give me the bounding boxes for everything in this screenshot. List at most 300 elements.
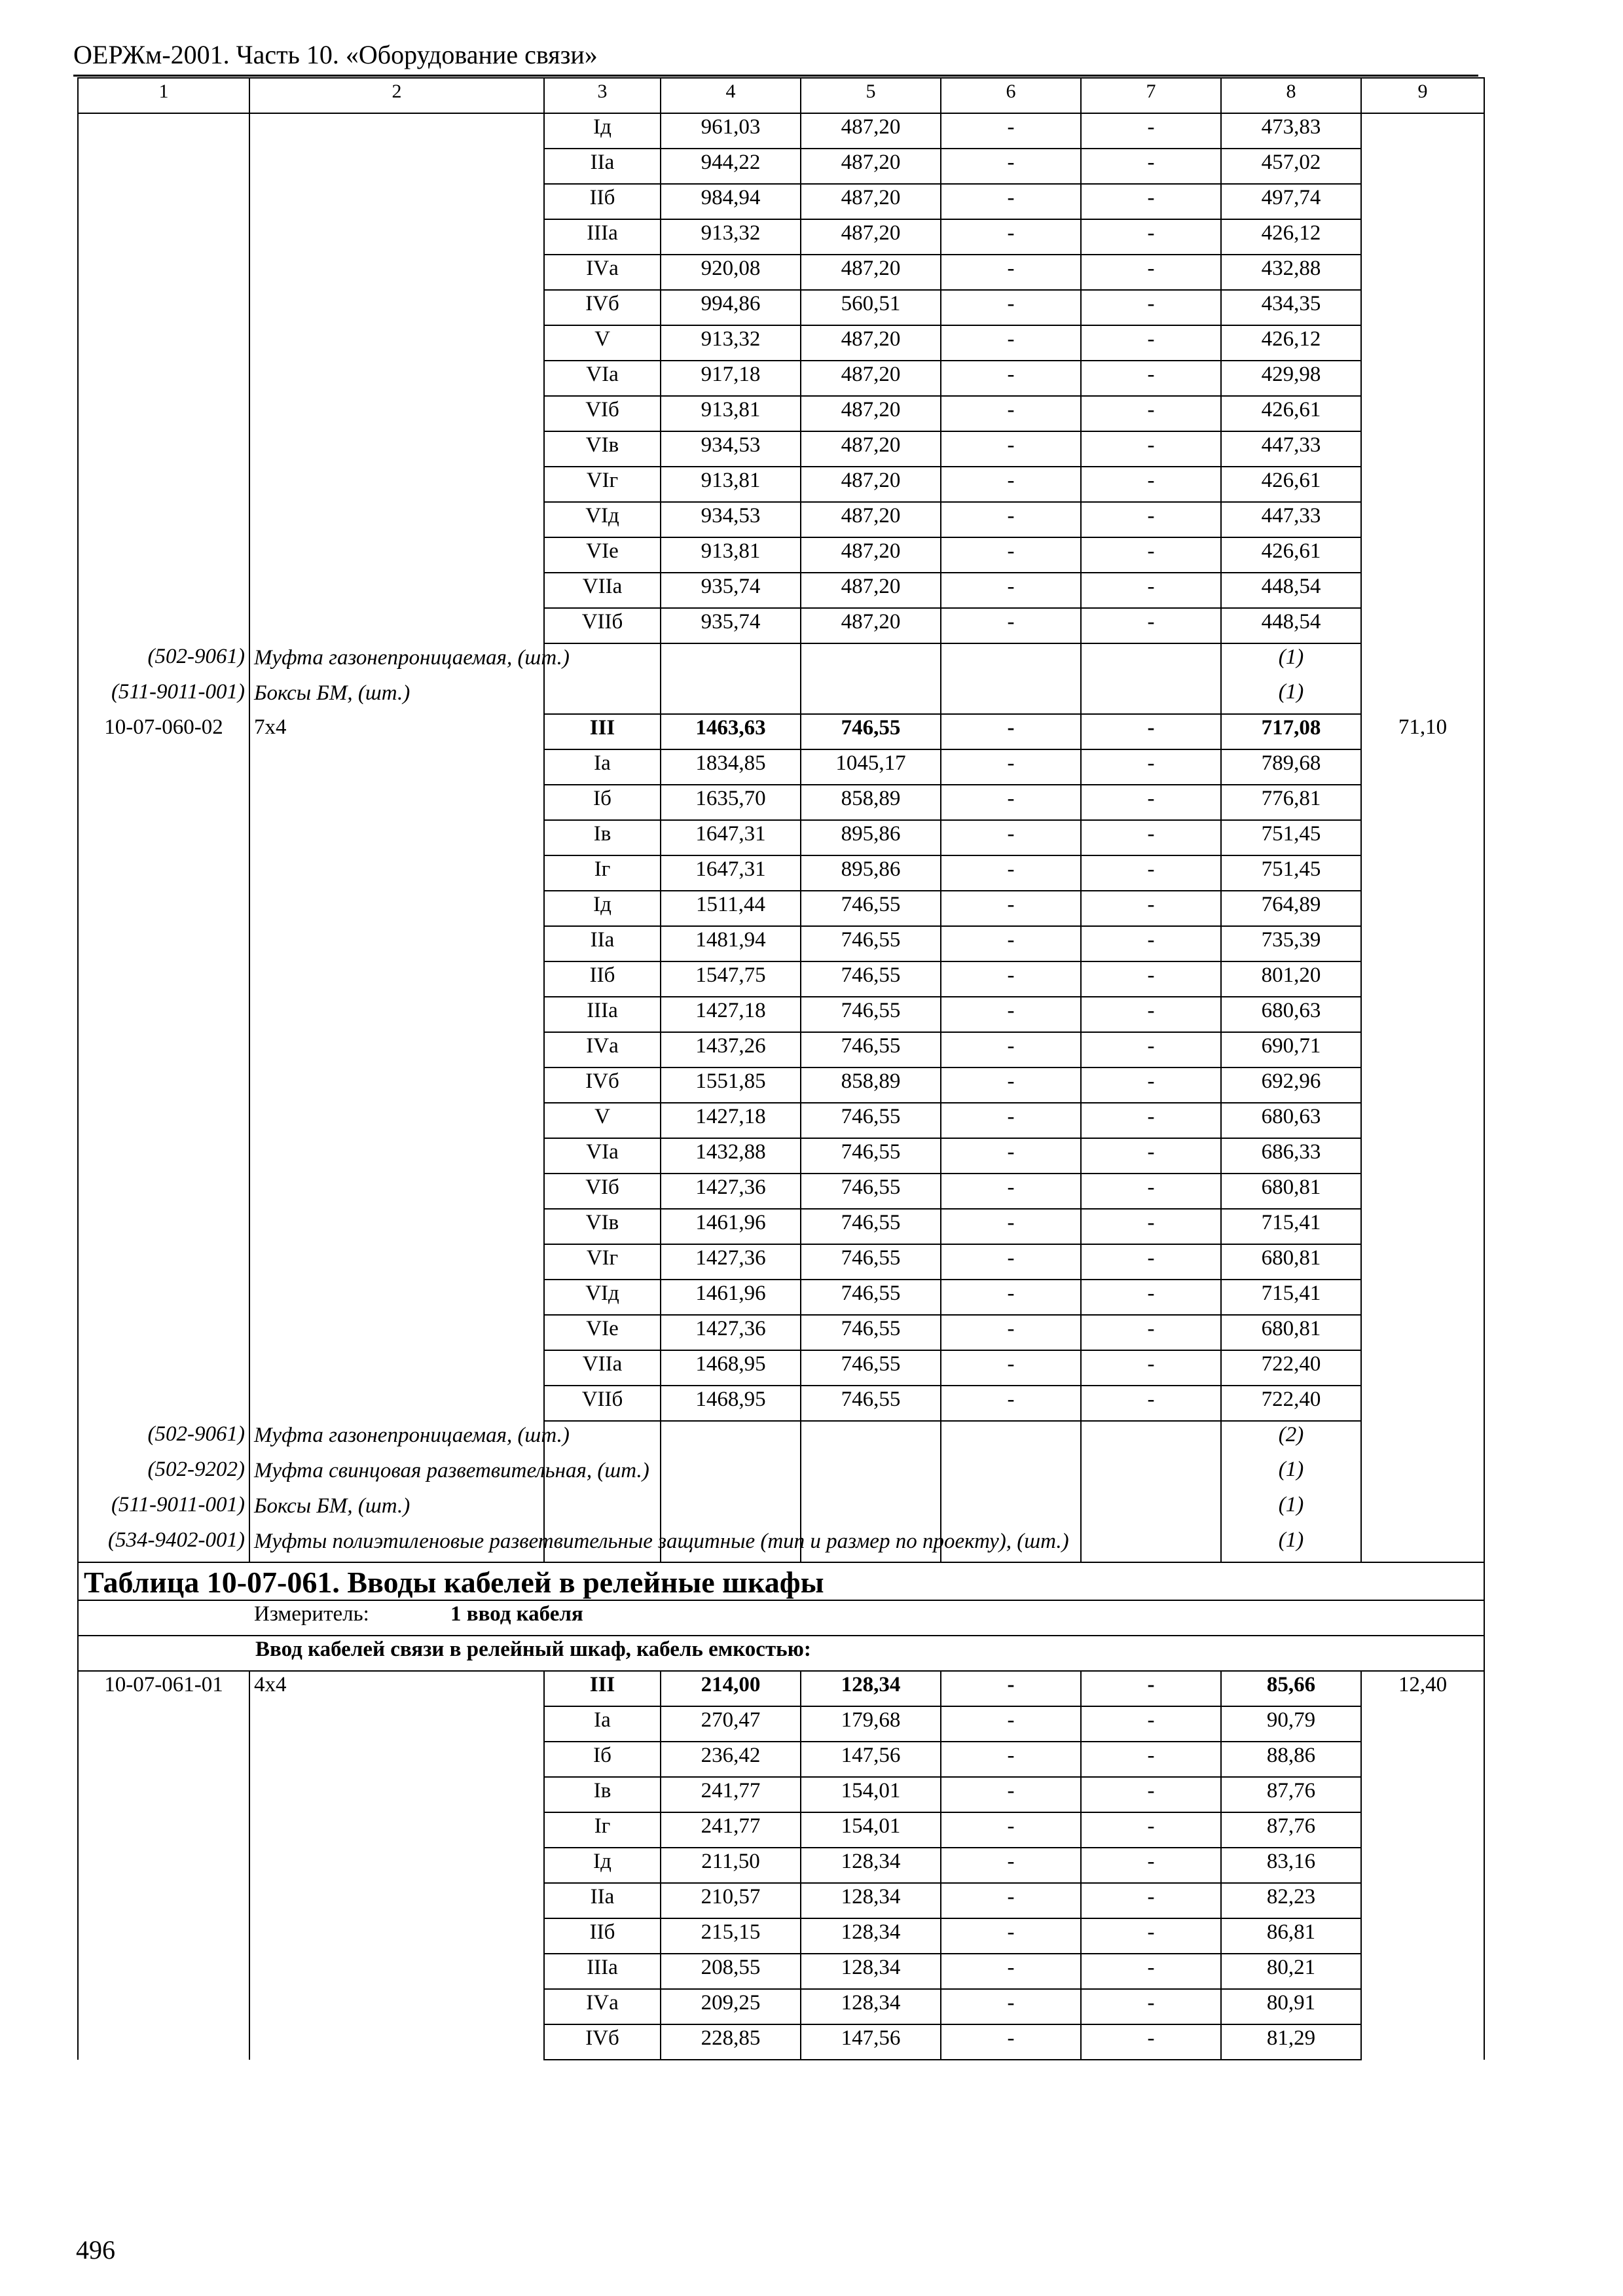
cell-labor (1361, 749, 1484, 785)
cell-driver-wages: - (1081, 961, 1221, 997)
cell-machines: - (941, 1315, 1081, 1350)
cell-wages: 487,20 (801, 431, 941, 467)
cell-code (78, 1954, 249, 1989)
cell-zone: IIIа (544, 219, 661, 255)
cell-machines: - (941, 785, 1081, 820)
table-row (78, 820, 1484, 855)
meter-value: 1 ввод кабеля (450, 1602, 583, 1626)
cell-labor (1361, 1244, 1484, 1280)
cell-labor: 12,40 (1361, 1671, 1484, 1706)
cell-materials: 80,21 (1221, 1954, 1361, 1989)
cell-driver-wages: - (1081, 1209, 1221, 1244)
cell-materials: 83,16 (1221, 1848, 1361, 1883)
cell-labor (1361, 1918, 1484, 1954)
cell-labor (1361, 820, 1484, 855)
table-row (78, 891, 1484, 926)
cell-code (78, 467, 249, 502)
cell-total: 241,77 (661, 1812, 801, 1848)
empty-cell (801, 679, 941, 714)
table-row (78, 1032, 1484, 1067)
note-qty: (1) (1221, 1527, 1361, 1562)
cell-machines: - (941, 1742, 1081, 1777)
cell-name (249, 290, 544, 325)
page-number: 496 (76, 2235, 115, 2265)
cell-code (78, 290, 249, 325)
empty-cell (1361, 643, 1484, 679)
cell-materials: 82,23 (1221, 1883, 1361, 1918)
cell-total: 1511,44 (661, 891, 801, 926)
cell-materials: 801,20 (1221, 961, 1361, 997)
cell-zone: IVа (544, 255, 661, 290)
cell-labor (1361, 255, 1484, 290)
cell-materials: 88,86 (1221, 1742, 1361, 1777)
cell-code (78, 1244, 249, 1280)
table-row (78, 361, 1484, 396)
cell-name (249, 1209, 544, 1244)
column-number: 1 (78, 78, 249, 113)
cell-wages: 147,56 (801, 1742, 941, 1777)
cell-driver-wages: - (1081, 1386, 1221, 1421)
subheading-row (78, 1636, 1484, 1671)
cell-wages: 154,01 (801, 1812, 941, 1848)
cell-code (78, 785, 249, 820)
table-row (78, 1671, 1484, 1706)
cell-driver-wages: - (1081, 1280, 1221, 1315)
table-row (78, 1777, 1484, 1812)
table-row (78, 149, 1484, 184)
page-title: ОЕРЖм-2001. Часть 10. «Оборудование связи» (73, 40, 598, 69)
cell-labor (1361, 1032, 1484, 1067)
note-text: Муфта газонепроницаемая, (шт.) (249, 643, 544, 679)
cell-labor (1361, 997, 1484, 1032)
cell-wages: 895,86 (801, 855, 941, 891)
empty-cell (941, 643, 1081, 679)
table-row (78, 1812, 1484, 1848)
cell-code (78, 573, 249, 608)
cell-wages: 746,55 (801, 1315, 941, 1350)
cell-code (78, 1386, 249, 1421)
cell-zone: IIб (544, 961, 661, 997)
note-code: (511-9011-001) (78, 1492, 249, 1527)
cell-wages: 746,55 (801, 891, 941, 926)
cell-code (78, 855, 249, 891)
cell-driver-wages: - (1081, 219, 1221, 255)
cell-driver-wages: - (1081, 290, 1221, 325)
cell-code (78, 219, 249, 255)
cell-labor (1361, 149, 1484, 184)
cell-labor (1361, 431, 1484, 467)
cell-total: 920,08 (661, 255, 801, 290)
cell-materials: 426,61 (1221, 396, 1361, 431)
cell-total: 913,32 (661, 325, 801, 361)
empty-cell (941, 1492, 1081, 1527)
cell-labor (1361, 1315, 1484, 1350)
cell-labor (1361, 785, 1484, 820)
cell-wages: 487,20 (801, 467, 941, 502)
cell-zone: Iв (544, 1777, 661, 1812)
column-number: 3 (544, 78, 661, 113)
empty-cell (801, 1492, 941, 1527)
cell-code (78, 997, 249, 1032)
cell-zone: Iг (544, 855, 661, 891)
cell-driver-wages: - (1081, 113, 1221, 149)
cell-code (78, 608, 249, 643)
cell-total: 1427,18 (661, 1103, 801, 1138)
cell-zone: IIIа (544, 997, 661, 1032)
cell-driver-wages: - (1081, 1848, 1221, 1883)
cell-driver-wages: - (1081, 714, 1221, 749)
empty-cell (1361, 1492, 1484, 1527)
cell-wages: 895,86 (801, 820, 941, 855)
page-header (73, 37, 1478, 77)
cell-materials: 764,89 (1221, 891, 1361, 926)
cell-labor (1361, 2024, 1484, 2060)
cell-materials: 87,76 (1221, 1777, 1361, 1812)
cell-materials: 432,88 (1221, 255, 1361, 290)
cell-labor (1361, 573, 1484, 608)
cell-total: 208,55 (661, 1954, 801, 1989)
cell-total: 944,22 (661, 149, 801, 184)
cell-driver-wages: - (1081, 855, 1221, 891)
cell-zone: V (544, 1103, 661, 1138)
table-row (78, 1315, 1484, 1350)
cell-total: 215,15 (661, 1918, 801, 1954)
table-row (78, 926, 1484, 961)
cell-materials: 86,81 (1221, 1918, 1361, 1954)
cell-zone: VIб (544, 396, 661, 431)
cell-materials: 722,40 (1221, 1386, 1361, 1421)
cell-machines: - (941, 714, 1081, 749)
table-row (78, 608, 1484, 643)
cell-name (249, 608, 544, 643)
cell-name (249, 855, 544, 891)
cell-labor (1361, 1138, 1484, 1174)
column-number: 7 (1081, 78, 1221, 113)
cell-wages: 179,68 (801, 1706, 941, 1742)
cell-zone: IIа (544, 926, 661, 961)
cell-code (78, 1706, 249, 1742)
cell-total: 209,25 (661, 1989, 801, 2024)
cell-name (249, 749, 544, 785)
cell-materials: 497,74 (1221, 184, 1361, 219)
cell-total: 984,94 (661, 184, 801, 219)
cell-name: 7x4 (249, 714, 544, 749)
cell-total: 211,50 (661, 1848, 801, 1883)
cell-machines: - (941, 855, 1081, 891)
material-note-row (78, 1421, 1484, 1456)
table-row (78, 502, 1484, 537)
cell-zone: VIд (544, 1280, 661, 1315)
cell-name (249, 1848, 544, 1883)
cell-zone: VIг (544, 467, 661, 502)
cell-materials: 426,61 (1221, 467, 1361, 502)
cell-machines: - (941, 290, 1081, 325)
table-row (78, 997, 1484, 1032)
cell-total: 270,47 (661, 1706, 801, 1742)
cell-materials: 751,45 (1221, 820, 1361, 855)
cell-name (249, 1174, 544, 1209)
cell-labor (1361, 1883, 1484, 1918)
table-row (78, 1989, 1484, 2024)
cell-zone: Iд (544, 891, 661, 926)
note-text: Муфты полиэтиленовые разветвительные защитные (тип и размер по проекту), (шт.) (249, 1527, 544, 1562)
cell-wages: 128,34 (801, 1989, 941, 2024)
cell-driver-wages: - (1081, 997, 1221, 1032)
cell-labor (1361, 1954, 1484, 1989)
cell-name (249, 1883, 544, 1918)
cell-machines: - (941, 1174, 1081, 1209)
cell-code (78, 1032, 249, 1067)
cell-code (78, 1918, 249, 1954)
cell-zone: VIа (544, 361, 661, 396)
cell-materials: 680,63 (1221, 1103, 1361, 1138)
subheading: Ввод кабелей связи в релейный шкаф, кабель емкостью: (78, 1636, 1484, 1671)
cell-wages: 560,51 (801, 290, 941, 325)
cell-labor (1361, 1386, 1484, 1421)
cell-code (78, 502, 249, 537)
cell-code (78, 1777, 249, 1812)
cell-code (78, 820, 249, 855)
cell-total: 214,00 (661, 1671, 801, 1706)
cell-name (249, 219, 544, 255)
note-text: Муфта газонепроницаемая, (шт.) (249, 1421, 544, 1456)
cell-driver-wages: - (1081, 1777, 1221, 1812)
cell-labor (1361, 1777, 1484, 1812)
cell-code: 10-07-061-01 (78, 1671, 249, 1706)
note-qty: (1) (1221, 1492, 1361, 1527)
cell-name: 4x4 (249, 1671, 544, 1706)
cell-name (249, 1103, 544, 1138)
note-qty: (1) (1221, 679, 1361, 714)
cell-labor (1361, 184, 1484, 219)
note-code: (502-9061) (78, 1421, 249, 1456)
cell-name (249, 1280, 544, 1315)
cell-materials: 690,71 (1221, 1032, 1361, 1067)
cell-name (249, 431, 544, 467)
cell-materials: 751,45 (1221, 855, 1361, 891)
empty-cell (544, 1492, 661, 1527)
cell-total: 1468,95 (661, 1386, 801, 1421)
meter-label: Измеритель: (254, 1602, 369, 1626)
cell-machines: - (941, 396, 1081, 431)
cell-machines: - (941, 1244, 1081, 1280)
cell-machines: - (941, 997, 1081, 1032)
cell-labor (1361, 1209, 1484, 1244)
cell-machines: - (941, 361, 1081, 396)
cell-wages: 147,56 (801, 2024, 941, 2060)
cell-labor (1361, 1174, 1484, 1209)
cell-zone: Iд (544, 113, 661, 149)
cell-driver-wages: - (1081, 396, 1221, 431)
cell-driver-wages: - (1081, 537, 1221, 573)
cell-zone: III (544, 714, 661, 749)
cell-driver-wages: - (1081, 573, 1221, 608)
cell-materials: 426,12 (1221, 219, 1361, 255)
cell-driver-wages: - (1081, 431, 1221, 467)
cell-wages: 487,20 (801, 113, 941, 149)
cell-materials: 680,81 (1221, 1174, 1361, 1209)
cell-total: 1461,96 (661, 1209, 801, 1244)
cell-total: 1481,94 (661, 926, 801, 961)
cell-total: 1427,36 (661, 1174, 801, 1209)
table-row (78, 714, 1484, 749)
cell-driver-wages: - (1081, 1918, 1221, 1954)
cell-materials: 81,29 (1221, 2024, 1361, 2060)
cell-wages: 746,55 (801, 1103, 941, 1138)
cell-materials: 426,12 (1221, 325, 1361, 361)
cell-wages: 1045,17 (801, 749, 941, 785)
cell-zone: VIд (544, 502, 661, 537)
cell-name (249, 255, 544, 290)
cell-code (78, 149, 249, 184)
cell-materials: 776,81 (1221, 785, 1361, 820)
cell-machines: - (941, 1103, 1081, 1138)
cell-total: 1427,36 (661, 1244, 801, 1280)
cell-code (78, 184, 249, 219)
material-note-row (78, 1527, 1484, 1562)
cell-driver-wages: - (1081, 926, 1221, 961)
empty-cell (544, 679, 661, 714)
cell-materials: 680,81 (1221, 1315, 1361, 1350)
cell-code (78, 1103, 249, 1138)
cell-total: 210,57 (661, 1883, 801, 1918)
empty-cell (661, 643, 801, 679)
cell-machines: - (941, 891, 1081, 926)
cell-total: 994,86 (661, 290, 801, 325)
cell-name (249, 1315, 544, 1350)
cell-machines: - (941, 113, 1081, 149)
cell-labor (1361, 608, 1484, 643)
cell-total: 241,77 (661, 1777, 801, 1812)
material-note-row (78, 679, 1484, 714)
cell-name (249, 573, 544, 608)
cell-zone: VIв (544, 1209, 661, 1244)
cell-zone: IIб (544, 184, 661, 219)
cell-total: 917,18 (661, 361, 801, 396)
cell-materials: 434,35 (1221, 290, 1361, 325)
note-code: (502-9061) (78, 643, 249, 679)
table-row (78, 113, 1484, 149)
cell-zone: VIе (544, 537, 661, 573)
cell-labor (1361, 926, 1484, 961)
table-row (78, 1883, 1484, 1918)
cell-wages: 128,34 (801, 1918, 941, 1954)
table-row (78, 855, 1484, 891)
cell-machines: - (941, 926, 1081, 961)
cell-name (249, 502, 544, 537)
cell-machines: - (941, 820, 1081, 855)
cell-total: 1834,85 (661, 749, 801, 785)
cell-total: 1427,36 (661, 1315, 801, 1350)
cell-name (249, 997, 544, 1032)
cell-machines: - (941, 1883, 1081, 1918)
cell-wages: 487,20 (801, 608, 941, 643)
cell-zone: VIб (544, 1174, 661, 1209)
cell-driver-wages: - (1081, 1244, 1221, 1280)
column-number: 6 (941, 78, 1081, 113)
cell-name (249, 1812, 544, 1848)
cell-code (78, 749, 249, 785)
empty-cell (1361, 1421, 1484, 1456)
cell-name (249, 396, 544, 431)
cell-machines: - (941, 502, 1081, 537)
cell-code (78, 1138, 249, 1174)
cell-machines: - (941, 961, 1081, 997)
table-row (78, 219, 1484, 255)
cell-labor (1361, 1103, 1484, 1138)
cell-code (78, 1848, 249, 1883)
cell-labor (1361, 113, 1484, 149)
cell-zone: Iв (544, 820, 661, 855)
cell-driver-wages: - (1081, 184, 1221, 219)
cell-labor (1361, 1812, 1484, 1848)
table-row (78, 1209, 1484, 1244)
empty-cell (801, 1421, 941, 1456)
cell-name (249, 1067, 544, 1103)
cell-machines: - (941, 149, 1081, 184)
table-row (78, 1174, 1484, 1209)
table-row (78, 1386, 1484, 1421)
column-number: 2 (249, 78, 544, 113)
empty-cell (1081, 1456, 1221, 1492)
cell-zone: VIг (544, 1244, 661, 1280)
cell-wages: 746,55 (801, 1244, 941, 1280)
cell-machines: - (941, 608, 1081, 643)
cell-name (249, 1244, 544, 1280)
table-row (78, 1280, 1484, 1315)
material-note-row (78, 1492, 1484, 1527)
cell-labor (1361, 1706, 1484, 1742)
cell-total: 934,53 (661, 431, 801, 467)
note-text: Боксы БМ, (шт.) (249, 1492, 544, 1527)
cell-name (249, 361, 544, 396)
cell-total: 228,85 (661, 2024, 801, 2060)
table-row (78, 537, 1484, 573)
cell-name (249, 1386, 544, 1421)
cell-zone: VIIб (544, 1386, 661, 1421)
cell-zone: V (544, 325, 661, 361)
cell-machines: - (941, 573, 1081, 608)
cell-code (78, 891, 249, 926)
cell-total: 1427,18 (661, 997, 801, 1032)
material-note-row (78, 1456, 1484, 1492)
note-text: Боксы БМ, (шт.) (249, 679, 544, 714)
empty-cell (941, 1456, 1081, 1492)
cell-total: 935,74 (661, 573, 801, 608)
table-row (78, 785, 1484, 820)
cell-driver-wages: - (1081, 1989, 1221, 2024)
cell-driver-wages: - (1081, 608, 1221, 643)
note-code: (511-9011-001) (78, 679, 249, 714)
cell-driver-wages: - (1081, 1138, 1221, 1174)
cell-total: 934,53 (661, 502, 801, 537)
cell-code (78, 361, 249, 396)
cell-name (249, 961, 544, 997)
cell-wages: 746,55 (801, 997, 941, 1032)
cell-name (249, 2024, 544, 2060)
cell-zone: IIа (544, 149, 661, 184)
cell-name (249, 1989, 544, 2024)
note-qty: (1) (1221, 643, 1361, 679)
cell-code (78, 396, 249, 431)
cell-materials: 692,96 (1221, 1067, 1361, 1103)
cell-zone: Iб (544, 1742, 661, 1777)
cell-materials: 447,33 (1221, 431, 1361, 467)
table-row (78, 573, 1484, 608)
table-row (78, 467, 1484, 502)
cell-code (78, 1280, 249, 1315)
cell-wages: 487,20 (801, 255, 941, 290)
